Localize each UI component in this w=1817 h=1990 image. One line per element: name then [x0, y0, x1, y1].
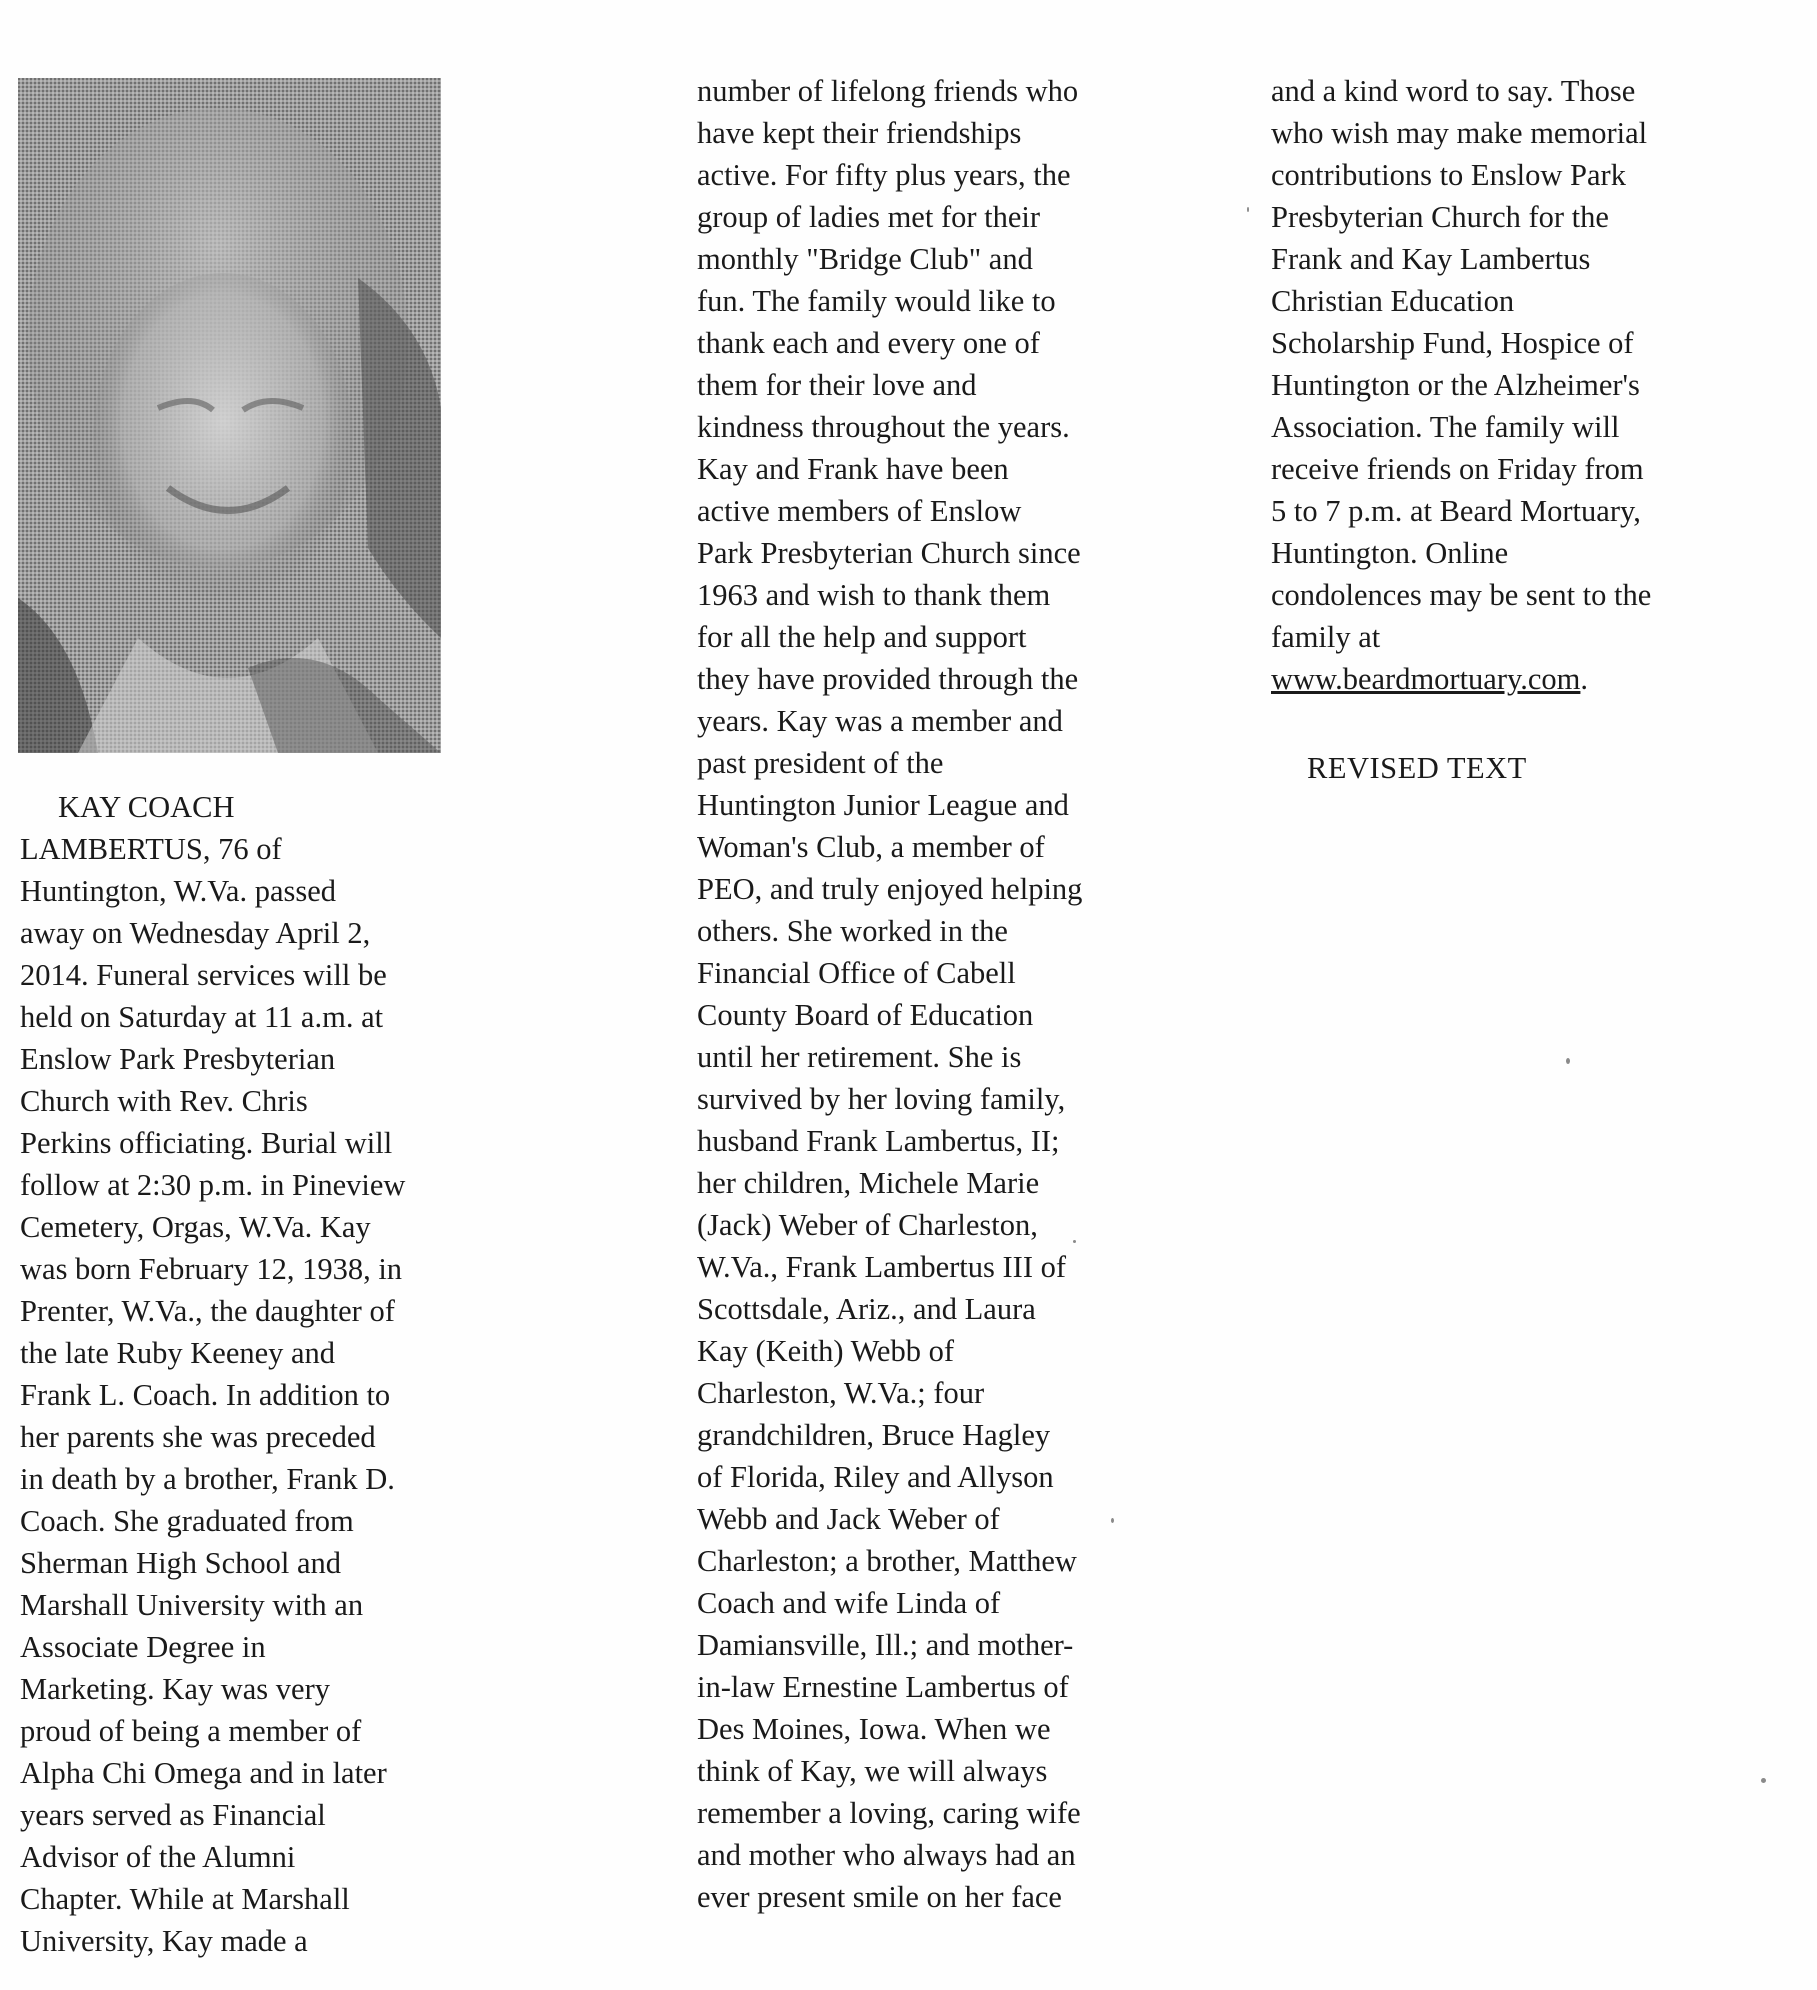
text-line: Coach and wife Linda of [697, 1586, 1001, 1620]
text-line: contributions to Enslow Park [1271, 158, 1626, 192]
text-line: who wish may make memorial [1271, 116, 1648, 150]
text-line: Enslow Park Presbyterian [20, 1042, 336, 1076]
text-line: Church with Rev. Chris [20, 1084, 308, 1118]
text-line: her parents she was preceded [20, 1420, 376, 1454]
text-line: survived by her loving family, [697, 1082, 1066, 1116]
text-line: Presbyterian Church for the [1271, 200, 1609, 234]
obituary-column-3 [1271, 70, 1651, 700]
text-line: PEO, and truly enjoyed helping [697, 872, 1083, 906]
text-line: Marketing. Kay was very [20, 1672, 330, 1706]
text-line: ever present smile on her face [697, 1880, 1062, 1914]
text-line: Charleston, W.Va.; four [697, 1376, 985, 1410]
portrait-photo [18, 78, 441, 753]
text-line: Advisor of the Alumni [20, 1840, 296, 1874]
text-line: group of ladies met for their [697, 200, 1041, 234]
scan-speck [1761, 1778, 1766, 1783]
text-line: Kay and Frank have been [697, 452, 1009, 486]
text-line: held on Saturday at 11 a.m. at [20, 1000, 384, 1034]
text-line: proud of being a member of [20, 1714, 362, 1748]
text-line: Prenter, W.Va., the daughter of [20, 1294, 395, 1328]
text-line: in-law Ernestine Lambertus of [697, 1670, 1069, 1704]
text-line: think of Kay, we will always [697, 1754, 1048, 1788]
scan-speck [1566, 1058, 1570, 1064]
text-line: follow at 2:30 p.m. in Pineview [20, 1168, 406, 1202]
text-line: thank each and every one of [697, 326, 1040, 360]
website-link[interactable]: www.beardmortuary.com [1271, 662, 1581, 696]
text-line: active. For fifty plus years, the [697, 158, 1071, 192]
text-line: 1963 and wish to thank them [697, 578, 1051, 612]
text-line: them for their love and [697, 368, 977, 402]
website-trailing-period: . [1580, 662, 1589, 696]
scan-speck [1073, 1240, 1076, 1243]
text-line: of Florida, Riley and Allyson [697, 1460, 1054, 1494]
text-line: W.Va., Frank Lambertus III of [697, 1250, 1067, 1284]
text-line: Park Presbyterian Church since [697, 536, 1081, 570]
text-line: in death by a brother, Frank D. [20, 1462, 395, 1496]
scan-speck [1247, 207, 1249, 212]
text-line: kindness throughout the years. [697, 410, 1070, 444]
text-line: University, Kay made a [20, 1924, 308, 1958]
text-line: Alpha Chi Omega and in later [20, 1756, 387, 1790]
text-line: Cemetery, Orgas, W.Va. Kay [20, 1210, 371, 1244]
text-line: 5 to 7 p.m. at Beard Mortuary, [1271, 494, 1641, 528]
text-line: her children, Michele Marie [697, 1166, 1040, 1200]
obituary-column-2 [697, 70, 1082, 1918]
text-line: husband Frank Lambertus, II; [697, 1124, 1060, 1158]
text-line: condolences may be sent to the [1271, 578, 1652, 612]
text-line: Chapter. While at Marshall [20, 1882, 350, 1916]
text-line: Perkins officiating. Burial will [20, 1126, 393, 1160]
text-line: until her retirement. She is [697, 1040, 1022, 1074]
text-line: Huntington, W.Va. passed [20, 874, 337, 908]
scan-speck [1111, 1518, 1114, 1523]
text-line: Sherman High School and [20, 1546, 342, 1580]
text-line: County Board of Education [697, 998, 1034, 1032]
text-line: receive friends on Friday from [1271, 452, 1644, 486]
portrait-image-icon [18, 78, 441, 753]
text-line: Huntington. Online [1271, 536, 1509, 570]
text-line: Huntington or the Alzheimer's [1271, 368, 1640, 402]
text-line: Webb and Jack Weber of [697, 1502, 1000, 1536]
text-line: Coach. She graduated from [20, 1504, 354, 1538]
text-line: LAMBERTUS, 76 of [20, 832, 282, 866]
text-line: was born February 12, 1938, in [20, 1252, 403, 1286]
text-line: (Jack) Weber of Charleston, [697, 1208, 1038, 1242]
text-line: Financial Office of Cabell [697, 956, 1016, 990]
text-line: family at [1271, 620, 1381, 654]
text-line: they have provided through the [697, 662, 1079, 696]
text-line: Frank L. Coach. In addition to [20, 1378, 391, 1412]
text-line: Associate Degree in [20, 1630, 266, 1664]
text-line: Huntington Junior League and [697, 788, 1069, 822]
text-line: have kept their friendships [697, 116, 1022, 150]
text-line: others. She worked in the [697, 914, 1008, 948]
text-line: number of lifelong friends who [697, 74, 1079, 108]
revised-text-label: REVISED TEXT [1307, 751, 1527, 785]
text-line: Woman's Club, a member of [697, 830, 1045, 864]
text-line: 2014. Funeral services will be [20, 958, 387, 992]
text-line: grandchildren, Bruce Hagley [697, 1418, 1051, 1452]
text-line: past president of the [697, 746, 944, 780]
text-line: and a kind word to say. Those [1271, 74, 1636, 108]
text-line: away on Wednesday April 2, [20, 916, 371, 950]
text-line: Damiansville, Ill.; and mother- [697, 1628, 1074, 1662]
text-line: fun. The family would like to [697, 284, 1056, 318]
text-line: Charleston; a brother, Matthew [697, 1544, 1077, 1578]
obituary-column-1 [20, 786, 405, 1962]
text-line: Scholarship Fund, Hospice of [1271, 326, 1634, 360]
text-line: and mother who always had an [697, 1838, 1076, 1872]
text-line: Scottsdale, Ariz., and Laura [697, 1292, 1036, 1326]
website-line [1271, 658, 1651, 700]
text-line: remember a loving, caring wife [697, 1796, 1081, 1830]
text-line: monthly "Bridge Club" and [697, 242, 1033, 276]
text-line: Christian Education [1271, 284, 1515, 318]
text-line: Association. The family will [1271, 410, 1620, 444]
text-line: KAY COACH [58, 790, 235, 824]
text-line: years. Kay was a member and [697, 704, 1063, 738]
text-line: the late Ruby Keeney and [20, 1336, 336, 1370]
text-line: Marshall University with an [20, 1588, 364, 1622]
text-line: years served as Financial [20, 1798, 326, 1832]
text-line: active members of Enslow [697, 494, 1022, 528]
text-line: for all the help and support [697, 620, 1027, 654]
text-line: Kay (Keith) Webb of [697, 1334, 955, 1368]
text-line: Des Moines, Iowa. When we [697, 1712, 1051, 1746]
text-line: Frank and Kay Lambertus [1271, 242, 1591, 276]
